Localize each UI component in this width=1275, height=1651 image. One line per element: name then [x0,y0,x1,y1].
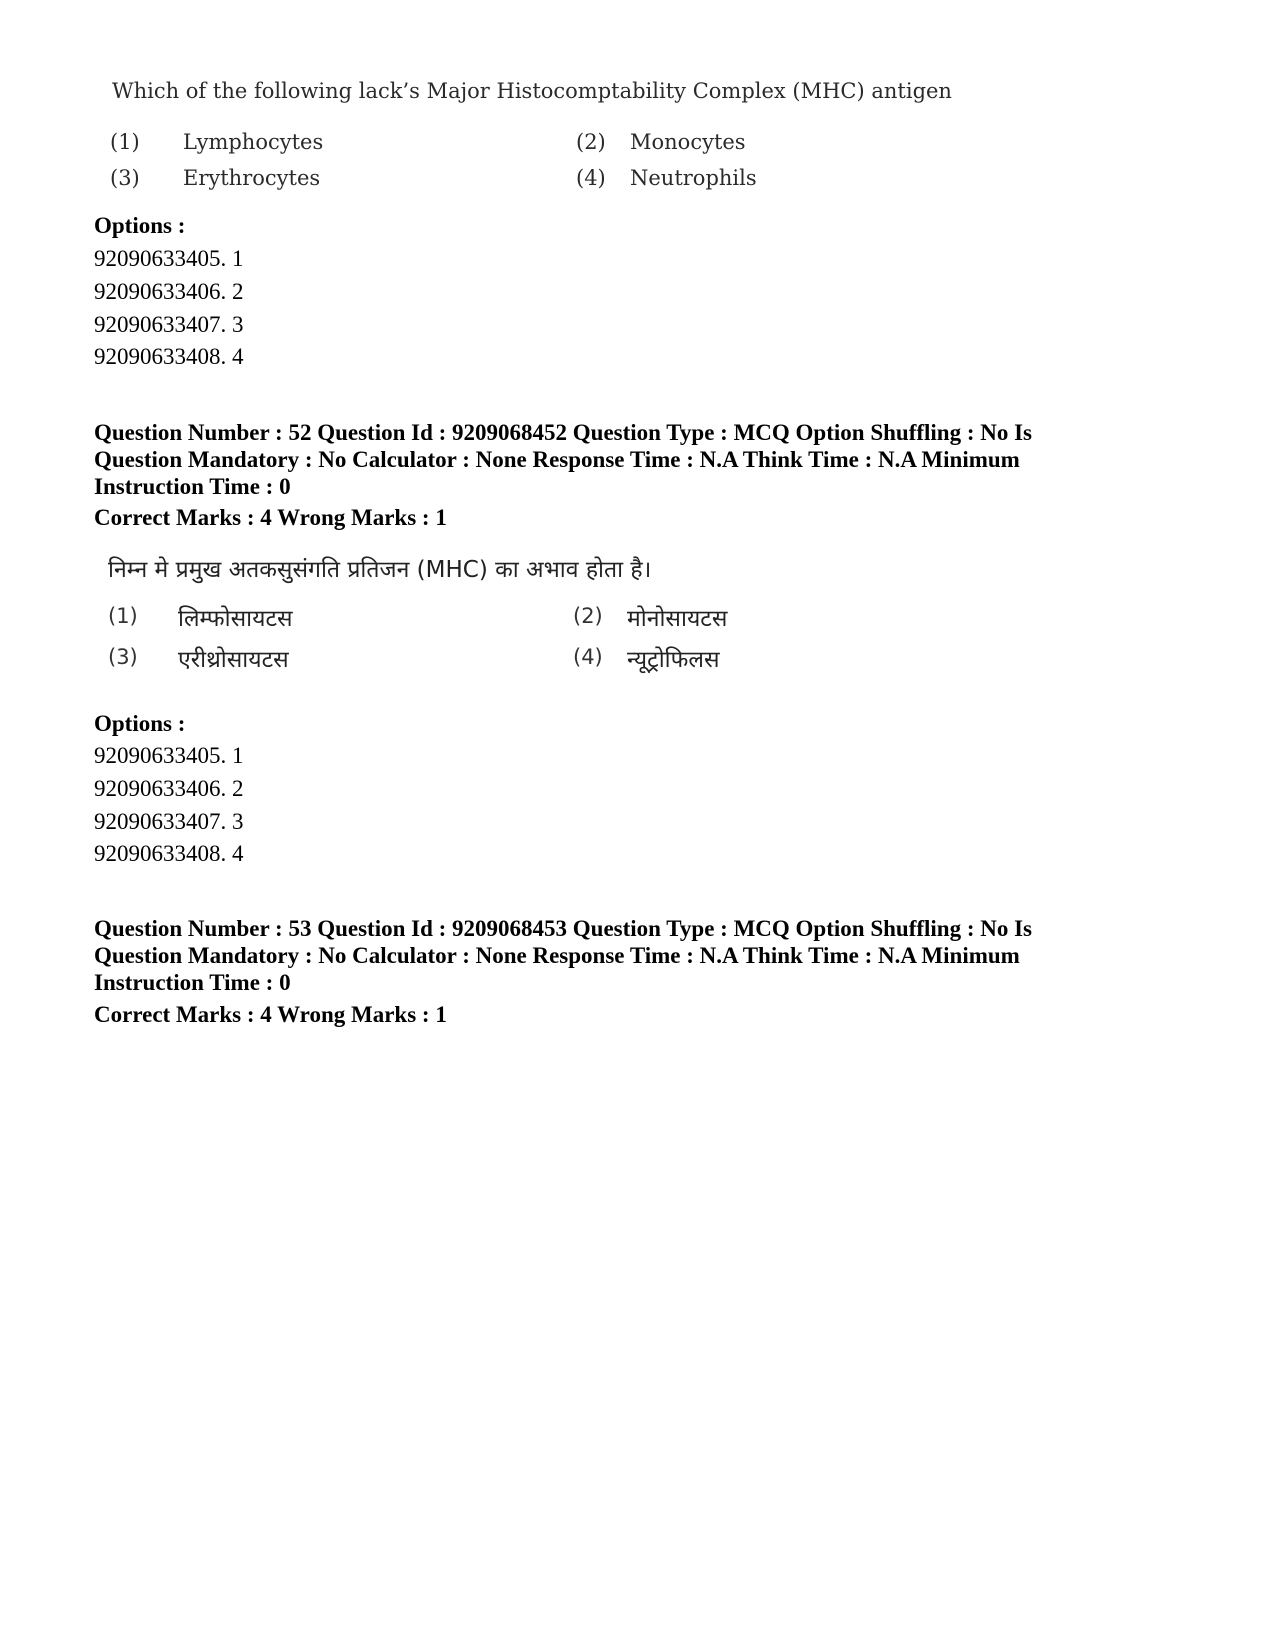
options-label: Options : [94,213,186,238]
question-stem-en: Which of the following lack’s Major Histocomptability Complex (MHC) antigen [112,79,952,103]
options-label: Options : [94,711,186,736]
choice-text: लिम्फोसायटस [178,606,293,632]
question-stem-hi: निम्न मे प्रमुख अतकसुसंगति प्रतिजन (MHC) का अभाव होता है। [108,557,652,583]
option-line: 92090633405. 1 [94,743,244,768]
option-line: 92090633407. 3 [94,809,244,834]
marks-line: Correct Marks : 4 Wrong Marks : 1 [94,505,447,530]
option-line: 92090633408. 4 [94,344,244,369]
option-line: 92090633406. 2 [94,279,244,304]
choice-number: (1) [110,130,140,154]
choice-number: (4) [576,166,606,190]
option-line: 92090633405. 1 [94,246,244,271]
choice-text: मोनोसायटस [627,606,728,632]
choice-number: (4) [573,645,603,669]
question-meta [94,419,1194,500]
choice-text: एरीथ्रोसायटस [178,647,289,673]
meta-line: Instruction Time : 0 [94,474,291,499]
choice-text: Lymphocytes [183,130,324,154]
meta-line: Instruction Time : 0 [94,970,291,995]
choice-text: Monocytes [630,130,746,154]
question-meta [94,915,1194,996]
meta-line: Question Number : 52 Question Id : 9209068452 Question Type : MCQ Option Shuffling : No Is [94,420,1033,445]
choice-number: (1) [108,604,138,628]
choice-text: Erythrocytes [183,166,321,190]
option-line: 92090633406. 2 [94,776,244,801]
choice-number: (3) [110,166,140,190]
choice-text: न्यूट्रोफिलस [627,647,720,673]
option-line: 92090633408. 4 [94,841,244,866]
choice-text: Neutrophils [630,166,757,190]
meta-line: Question Number : 53 Question Id : 9209068453 Question Type : MCQ Option Shuffling : No Is [94,916,1033,941]
choice-number: (3) [108,645,138,669]
marks-line: Correct Marks : 4 Wrong Marks : 1 [94,1002,447,1027]
meta-line: Question Mandatory : No Calculator : None Response Time : N.A Think Time : N.A Minimum [94,943,1020,968]
choice-number: (2) [576,130,606,154]
meta-line: Question Mandatory : No Calculator : None Response Time : N.A Think Time : N.A Minimum [94,447,1020,472]
choice-number: (2) [573,604,603,628]
option-line: 92090633407. 3 [94,312,244,337]
